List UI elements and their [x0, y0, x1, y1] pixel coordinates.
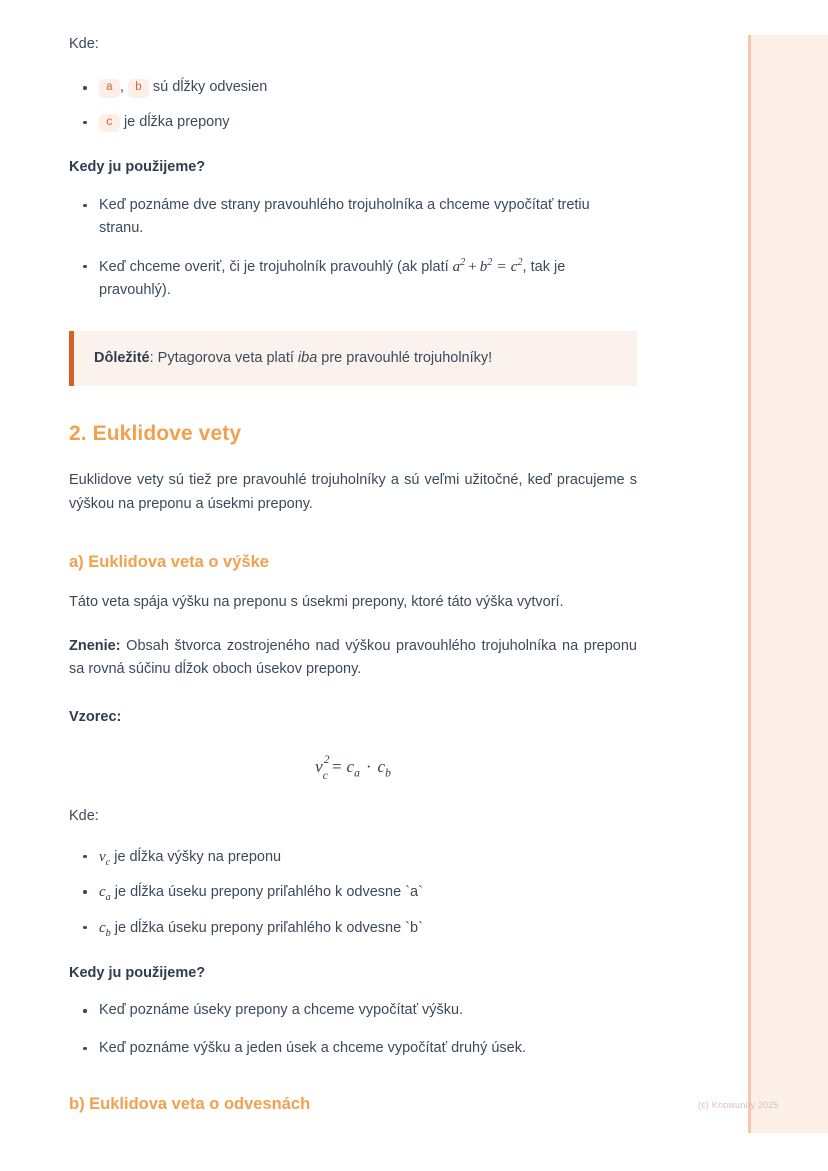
code-badge-c: c [99, 114, 120, 133]
list-item [69, 1037, 637, 1060]
subsection-heading-a: a) Euklidova veta o výške [69, 553, 269, 572]
subsection-a-paragraph: Táto veta spája výšku na preponu s úsekmi prepony, ktoré táto výška vytvorí. [69, 594, 564, 611]
formula-expression: v 2 c = $c_a \cdot c_b$ [315, 752, 391, 783]
vzorec-label: Vzorec: [69, 708, 122, 725]
formula-euclid-height [69, 752, 637, 783]
legend-2-text-2: je dĺžka úseku prepony priľahlého k odvesne `a` [110, 884, 423, 901]
legend-text-2: je dĺžka prepony [123, 113, 230, 130]
list-item [69, 255, 637, 303]
usage-item-2-prefix: Keď chceme overiť, či je trojuholník pravouhlý (ak platí [99, 258, 453, 275]
legend-comma: , [119, 79, 124, 96]
callout-text-before: Pytagorova veta platí [157, 349, 298, 366]
znenie-paragraph [69, 635, 637, 682]
usage-item-2-suffix: , tak je pravouhlý). [99, 258, 566, 299]
usage-heading-1: Kedy ju použijeme? [69, 159, 206, 176]
usage-2-item-2: Keď poznáme výšku a jeden úsek a chceme vypočítať druhý úsek. [99, 1039, 527, 1056]
symbol-vc: $v_c$ [99, 848, 111, 868]
usage-list-2 [69, 999, 637, 1060]
list-item [69, 916, 637, 940]
list-item [69, 999, 637, 1022]
callout-separator: : [149, 349, 158, 366]
legend-list-1 [69, 76, 637, 134]
kde-label-1: Kde: [69, 36, 99, 52]
legend-2-text-3: je dĺžka úseku prepony priľahlého k odvesne `b` [110, 919, 423, 936]
list-item [69, 194, 637, 241]
usage-item-1-text: Keď poznáme dve strany pravouhlého trojuholníka a chceme vypočítať tretiu stranu. [99, 196, 590, 237]
watermark-text: (c) Knowunity 2025 [698, 1100, 779, 1110]
list-item [69, 111, 637, 134]
section-2-paragraph: Euklidove vety sú tiež pre pravouhlé trojuholníky a sú veľmi užitočné, keď pracujeme s výškou na preponu a úsekmi prepony. [69, 472, 637, 512]
symbol-ca: $c_a$ [99, 884, 111, 904]
important-callout [69, 331, 637, 386]
callout-emphasis: iba [297, 349, 318, 366]
usage-heading-2: Kedy ju použijeme? [69, 965, 206, 982]
znenie-label: Znenie: [69, 637, 121, 654]
legend-2-text-1: je dĺžka výšky na preponu [110, 848, 282, 865]
legend-text-1: sú dĺžky odvesien [152, 79, 268, 96]
document-content [69, 33, 637, 1116]
code-badge-b: b [128, 79, 149, 98]
list-item [69, 76, 637, 99]
section-heading-2: 2. Euklidove vety [69, 421, 242, 445]
znenie-text: Obsah štvorca zostrojeného nad výškou pravouhlého trojuholníka na preponu sa rovná súčinu dĺžok oboch úsekov prepony. [69, 637, 637, 678]
usage-list-1 [69, 194, 637, 303]
callout-text-after: pre pravouhlé trojuholníky! [317, 349, 493, 366]
subsection-heading-b: b) Euklidova veta o odvesnách [69, 1095, 311, 1114]
symbol-cb: $c_b$ [99, 919, 111, 939]
callout-label: Dôležité [94, 349, 150, 366]
legend-list-2 [69, 845, 637, 940]
list-item [69, 845, 637, 869]
kde-label-2: Kde: [69, 808, 99, 825]
code-badge-a: a [99, 79, 120, 98]
inline-math-pythagoras: $a^2 + b^2 = c^2$ [452, 256, 523, 275]
usage-2-item-1: Keď poznáme úseky prepony a chceme vypočítať výšku. [99, 1002, 464, 1019]
decorative-right-strip [748, 35, 828, 1133]
list-item [69, 880, 637, 904]
